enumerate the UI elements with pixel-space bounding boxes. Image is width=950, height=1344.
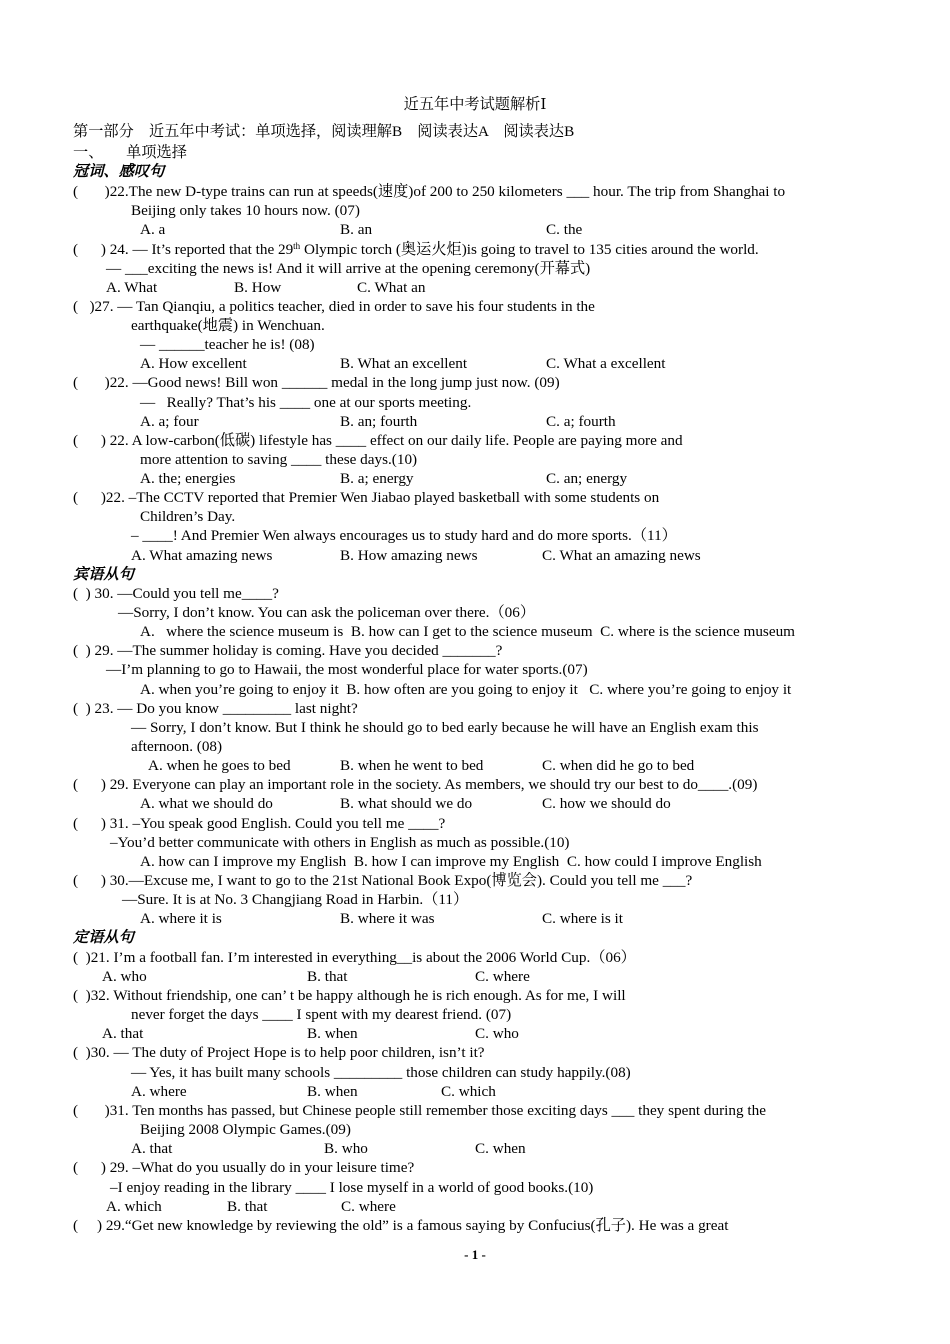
option: A. when you’re going to enjoy it B. how often are you going to enjoy it C. where you’re going to enjoy it [140,681,792,698]
option: C. What an amazing news [542,547,701,564]
question-line: earthquake(地震) in Wenchuan. [131,317,325,334]
question-line: afternoon. (08) [131,738,223,755]
question-line: — Really? That’s his ____ one at our sports meeting. [140,394,472,411]
option: C. when did he go to bed [542,757,695,774]
option: B. an; fourth [340,413,418,430]
question-line: ( )21. I’m a football fan. I’m interested in everything__is about the 2006 World Cup.（06） [73,949,636,966]
question-line: ( ) 30.—Excuse me, I want to go to the 21st National Book Expo(博览会). Could you tell me ___? [73,872,693,889]
question-line: never forget the days ____ I spent with my dearest friend. (07) [131,1006,512,1023]
option: A. where it is [140,910,222,927]
option: B. an [340,221,373,238]
option: C. the [546,221,583,238]
question-line: ( ) 29. —The summer holiday is coming. Have you decided _______? [73,642,503,659]
question-line: ( )22.The new D-type trains can run at speeds(速度)of 200 to 250 kilometers ___ hour. The trip from Shanghai to [73,183,786,200]
option: B. that [307,968,348,985]
option: A. when he goes to bed [148,757,291,774]
question-line: ( )22. —Good news! Bill won ______ medal in the long jump just now. (09) [73,374,560,391]
option: C. where [475,968,530,985]
option: A. how can I improve my English B. how I can improve my English C. how could I improve English [140,853,762,870]
option: A. where the science museum is B. how can I get to the science museum C. where is the science museum [140,623,795,640]
question-line: —Sorry, I don’t know. You can ask the policeman over there.（06） [118,604,536,621]
question-line: ( ) 30. —Could you tell me____? [73,585,279,602]
question-line: ( ) 23. — Do you know _________ last night? [73,700,358,717]
option: C. What a excellent [546,355,666,372]
option: C. how we should do [542,795,671,812]
question-line: –You’d better communicate with others in English as much as possible.(10) [110,834,570,851]
question-line: – ____! And Premier Wen always encourages us to study hard and do more sports.（11） [131,527,677,544]
option: B. What an excellent [340,355,468,372]
option: B. that [227,1198,268,1215]
question-line: ( ) 22. A low-carbon(低碳) lifestyle has ____ effect on our daily life. People are paying more and [73,432,683,449]
option: A. a [140,221,166,238]
question-line: ( )27. — Tan Qianqiu, a politics teacher, died in order to save his four students in the [73,298,595,315]
question-line: ( ) 24. — It’s reported that the 29th Olympic torch (奥运火炬)is going to travel to 135 cities around the world. [73,241,759,258]
option: B. when [307,1083,358,1100]
option: C. which [441,1083,496,1100]
part-heading: 第一部分 近五年中考试：单项选择，阅读理解B 阅读表达A 阅读表达B [73,123,575,140]
question-line: ( ) 31. –You speak good English. Could you tell me ____? [73,815,446,832]
option: C. an; energy [546,470,628,487]
option: B. what should we do [340,795,473,812]
option: B. How amazing news [340,547,478,564]
option: A. that [102,1025,144,1042]
option: A. the; energies [140,470,236,487]
question-line: Children’s Day. [140,508,236,525]
option: C. What an [357,279,426,296]
option: A. where [131,1083,187,1100]
question-line: ( ) 29.“Get new knowledge by reviewing the old” is a famous saying by Confucius(孔子). He was a great [73,1217,729,1234]
question-line: — ___exciting the news is! And it will arrive at the opening ceremony(开幕式) [106,260,591,277]
option: C. where is it [542,910,623,927]
option: A. who [102,968,147,985]
section-title-attributive-clause: 定语从句 [73,929,134,946]
question-line: —Sure. It is at No. 3 Changjiang Road in Harbin.（11） [122,891,469,908]
option: A. a; four [140,413,199,430]
question-line: ( ) 29. –What do you usually do in your leisure time? [73,1159,415,1176]
question-line: Beijing only takes 10 hours now. (07) [131,202,360,219]
question-line: Beijing 2008 Olympic Games.(09) [140,1121,351,1138]
option: B. where it was [340,910,435,927]
section-title-articles: 冠词、感叹句 [73,163,165,180]
option: A. what we should do [140,795,273,812]
question-line: —I’m planning to go to Hawaii, the most wonderful place for water sports.(07) [106,661,588,678]
option: B. How [234,279,282,296]
question-line: — ______teacher he is! (08) [140,336,315,353]
option: C. where [341,1198,396,1215]
question-line: ( )30. — The duty of Project Hope is to help poor children, isn’t it? [73,1044,485,1061]
question-line: ( ) 29. Everyone can play an important role in the society. As members, we should try our best to do____.(09) [73,776,758,793]
question-line: –I enjoy reading in the library ____ I lose myself in a world of good books.(10) [110,1179,594,1196]
section-title-object-clause: 宾语从句 [73,566,134,583]
question-line: ( )32. Without friendship, one can’ t be happy although he is rich enough. As for me, I will [73,987,626,1004]
option: B. when [307,1025,358,1042]
option: A. How excellent [140,355,247,372]
option: A. which [106,1198,162,1215]
question-line: — Yes, it has built many schools _________ those children can study happily.(08) [131,1064,631,1081]
question-line: ( )22. –The CCTV reported that Premier Wen Jiabao played basketball with some students on [73,489,660,506]
option: C. when [475,1140,526,1157]
page-title: 近五年中考试题解析Ⅰ [403,96,547,113]
page-number: - 1 - [464,1247,486,1262]
option: C. a; fourth [546,413,616,430]
question-line: — Sorry, I don’t know. But I think he should go to bed early because he will have an English exam this [131,719,759,736]
question-line: ( )31. Ten months has passed, but Chinese people still remember those exciting days ___ they spent during the [73,1102,766,1119]
option: A. What amazing news [131,547,273,564]
option: B. a; energy [340,470,414,487]
section-heading: 一、 单项选择 [73,144,187,161]
question-line: more attention to saving ____ these days.(10) [140,451,418,468]
option: C. who [475,1025,519,1042]
option: B. who [324,1140,368,1157]
option: B. when he went to bed [340,757,484,774]
option: A. What [106,279,158,296]
option: A. that [131,1140,173,1157]
